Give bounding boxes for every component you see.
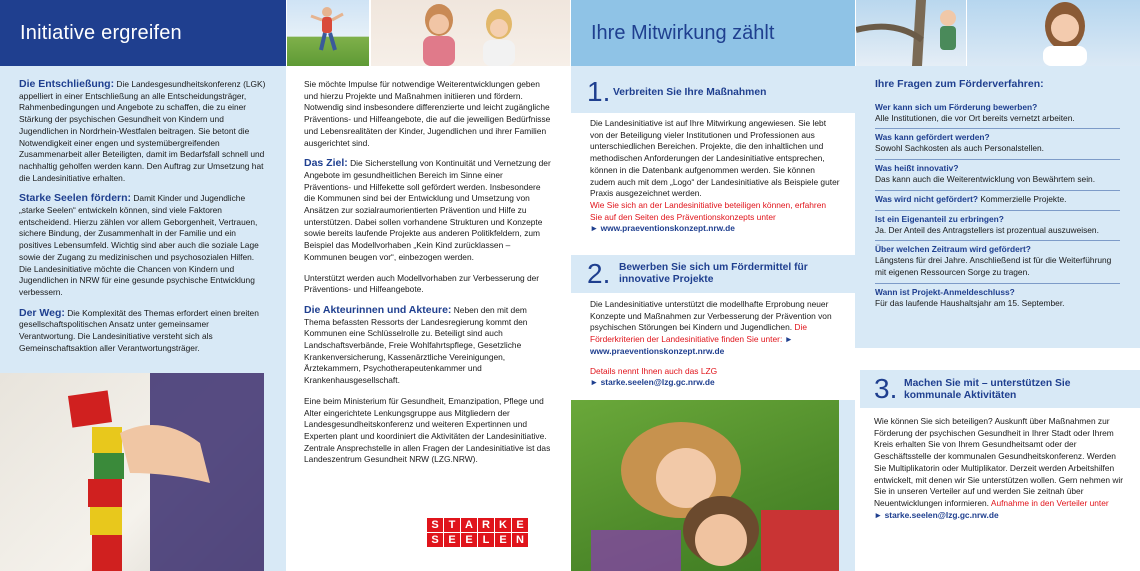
logo-letter: E: [512, 518, 528, 532]
heading-akteure: Die Akteurinnen und Akteure:: [304, 303, 452, 316]
logo-letter: L: [478, 533, 494, 547]
step1-heading: Verbreiten Sie Ihre Maßnahmen: [613, 87, 767, 98]
photo-girls-laughing: [371, 0, 570, 66]
right-header-title: Ihre Mitwirkung zählt: [591, 22, 775, 44]
step3-number: 3.: [874, 373, 898, 404]
logo-letter: E: [495, 533, 511, 547]
faq-question: Wann ist Projekt-Anmeldeschluss?: [875, 286, 1015, 297]
step3-email-link[interactable]: ► starke.seelen@lzg.gc.nrw.de: [874, 509, 999, 520]
faq-question: Was heißt innovativ?: [875, 163, 959, 174]
paragraph-akteure: [304, 305, 551, 387]
paragraph-modellvorhaben: Unterstützt werden auch Modellvorhaben zur Verbesserung der Präventions- und Hilfeangebote.: [304, 272, 540, 295]
text-weg: Die Komplexität des Themas erfordert einen breiten gesellschaftspolitischen Ansatz unter gemeinsamer Verantwortung. Die Landesinitiative versteht sich als Gemeinschaftsaktion aller Verantwortungsträger.: [19, 307, 259, 353]
step3-heading: Machen Sie mit – unterstützen Sie kommunale Aktivitäten: [904, 378, 1071, 401]
faq-question: Was wird nicht gefördert?: [875, 193, 978, 204]
logo-letter: N: [512, 533, 528, 547]
faq-answer: Kommerzielle Projekte.: [978, 193, 1067, 204]
faq-answer: Für das laufende Haushaltsjahr am 15. September.: [875, 297, 1065, 308]
paragraph-entschliessung: [19, 79, 266, 184]
left-header-band: [0, 0, 286, 66]
step1-red-note: Wie Sie sich an der Landesinitiative beteiligen können, erfahren Sie auf den Seiten des Präventionskonzepts unter: [590, 199, 827, 222]
faq-question: Über welchen Zeitraum wird gefördert?: [875, 244, 1031, 255]
heading-weg: Der Weg:: [19, 306, 65, 319]
text-starke-seelen: Damit Kinder und Jugendliche „starke Seelen“ entwickeln können, sind viele Faktoren entscheidend. Hierzu zählen vor allem Geborgenheit, Vertrauen, sichere Bindung, der Zusammenhalt in der Familie und ein positives Lebensumfeld. Wichtig sind aber auch die soziale Lage sowie der Zugang zu medizinischen und psychosozialen Hilfen. Die Landesinitiative möchte die Chancen von Kindern und Jugendlichen in NRW für eine gesunde psychische Entwicklung verbessern.: [19, 193, 259, 297]
step1-link[interactable]: ► www.praeventionskonzept.nrw.de: [590, 223, 735, 234]
step2-red-note: Die Förderkriterien der Landesinitiative finden Sie unter:: [590, 322, 807, 345]
step3-header-box: [860, 370, 1140, 408]
faq-answer: Alle Institutionen, die vor Ort bereits vernetzt arbeiten.: [875, 112, 1075, 123]
logo-letter: S: [427, 518, 443, 532]
starke-seelen-logo: [427, 518, 529, 548]
faq-question: Ist ein Eigenanteil zu erbringen?: [875, 213, 1004, 224]
logo-letter: R: [478, 518, 494, 532]
logo-row-seelen: [427, 533, 529, 547]
faq-item: [875, 284, 1120, 314]
column-spacer: [839, 400, 855, 571]
left-header-title: Initiative ergreifen: [20, 22, 182, 44]
paragraph-starke-seelen: [19, 193, 266, 298]
step1-header-box: [571, 66, 855, 113]
step3-red-note: Aufnahme in den Verteiler unter: [989, 497, 1109, 508]
photo-kids-grass: [571, 400, 839, 571]
step2-contact-note: Details nennt Ihnen auch das LZG: [590, 365, 718, 376]
text-entschliessung: Die Landesgesundheitskonferenz (LGK) appelliert in einer Entschließung an alle Entscheidungsträger, Rahmenbedingungen und Angebote zu schaffen, die zu einer Stärkung der psychischen Gesundheit von Kindern und Jugendlichen in Nordrhein-Westfalen beitragen. Sie betont die Notwendigkeit einer engen und systemübergreifenden Zusammenarbeit aller Beteiligten, damit im Bedarfsfall schnell und nachhaltig geholfen werden kann. Den Auftrag zur Umsetzung hat die Landesinitiative erhalten.: [19, 79, 266, 183]
step2-text: Die Landesinitiative unterstützt die modellhafte Erprobung neuer Konzepte und Maßnahmen zur Verbesserung der Prävention von psychischen Störungen bei Kindern und Jugendlichen.: [590, 299, 832, 333]
logo-row-starke: [427, 518, 529, 532]
step2-email-link[interactable]: ► starke.seelen@lzg.gc.nrw.de: [590, 377, 715, 388]
faq-item: [875, 211, 1120, 242]
step3-body: [874, 416, 1126, 521]
step2-body: [590, 299, 840, 389]
faq-panel: [855, 66, 1140, 348]
faq-row-inline: [875, 194, 1120, 206]
faq-question: Was kann gefördert werden?: [875, 132, 990, 143]
faq-answer: Längstens für drei Jahre. Anschließend ist für die Weiterführung mit eigenen Ressourcen Sorge zu tragen.: [875, 255, 1112, 277]
column-initiative: [0, 66, 286, 373]
column-spacer: [264, 373, 286, 571]
photo-child-tree: [856, 0, 966, 66]
logo-letter: E: [444, 533, 460, 547]
step2-heading: Bewerben Sie sich um Fördermittel für innovative Projekte: [619, 262, 808, 285]
text-akteure: Neben den mit dem Thema befassten Ressorts der Landesregierung kommt den Kommunen eine Schlüsselrolle zu. Beteiligt sind auch Landschaftsverbände, Freie Wohlfahrtspflege, Gesetzliche Krankenversicherung, Kassenärztliche Vereinigungen, Ärztekammern, Psychotherapeutenkammer und Krankenhausgesellschaft.: [304, 304, 528, 386]
step2-header-box: [571, 255, 855, 293]
logo-letter: E: [461, 533, 477, 547]
right-header-band: [571, 0, 855, 66]
step1-number: 1.: [587, 76, 611, 107]
faq-answer: Ja. Der Anteil des Antragstellers ist prozentual auszuweisen.: [875, 224, 1099, 235]
faq-answer: Sowohl Sachkosten als auch Personalstellen.: [875, 143, 1044, 154]
paragraph-weg: [19, 308, 266, 355]
step2-number: 2.: [587, 258, 611, 289]
photo-building-blocks: [0, 373, 264, 571]
faq-question: Wer kann sich um Förderung bewerben?: [875, 101, 1038, 112]
step1-text: Die Landesinitiative ist auf Ihre Mitwirkung angewiesen. Sie lebt von der Beteiligung vieler Institutionen und Professionen aus unterschiedlichen Bereichen. Projekte, die den inhaltlichen und methodischen Anforderungen der Landesinitiative entsprechen, können in die Datenbank aufgenommen werden. Sie können zudem auch mit dem „Logo“ der Landesinitiative als Beispiele guter Praxis ausgezeichnet werden.: [590, 118, 840, 199]
step1-body: [590, 118, 840, 235]
photo-smiling-girl: [967, 0, 1140, 66]
heading-starke-seelen: Starke Seelen fördern:: [19, 192, 132, 205]
faq-item: [875, 191, 1120, 211]
text-ziel: Die Sicherstellung von Kontinuität und Vernetzung der Angebote im gesundheitlichen Bereich im Sinne einer Präventions- und Hilfekette soll gefördert werden. Insbesondere die Kommunen sind bei der Entwicklung und Umsetzung von Ansätzen zur sozialraumorientierten Prävention und Hilfe zu unterstützen. Dabei sollen vorhandene Strukturen und Konzepte sowie bereits laufende Projekte aus anderen Politikfeldern, zum Beispiel das Modellvorhaben „Kein Kind zurücklassen – Kommunen beugen vor“, einbezogen werden.: [304, 158, 551, 262]
photo-child-running: [287, 0, 369, 66]
faq-item: [875, 99, 1120, 130]
step3-text: Wie können Sie sich beteiligen? Auskunft über Maßnahmen zur Förderung der psychischen Gesundheit in Ihrer Stadt oder Ihrem Kreis erhalten Sie von Ihrem Gesundheitsamt oder der Geschäftsstelle der kommunalen Gesundheitskonferenz. Werden Sie Multiplikatorin oder Multiplikator. Derzeit werden Arbeitshilfen entwickelt, mit denen wir Sie unterstützen wollen. Gern nehmen wir Sie in unseren Verteiler auf und werden Sie zeitnah über Neuentwicklungen informieren.: [874, 416, 1124, 508]
faq-answer: Das kann auch die Weiterentwicklung von Bewährtem sein.: [875, 174, 1096, 185]
faq-item: [875, 160, 1120, 191]
logo-letter: S: [427, 533, 443, 547]
heading-entschliessung: Die Entschließung:: [19, 78, 115, 90]
logo-letter: T: [444, 518, 460, 532]
logo-letter: K: [495, 518, 511, 532]
faq-item: [875, 129, 1120, 160]
heading-ziel: Das Ziel:: [304, 157, 348, 170]
logo-letter: A: [461, 518, 477, 532]
paragraph-impulse: Sie möchte Impulse für notwendige Weiterentwicklungen geben und hierzu Projekte und Maßnahmen initiieren und fördern. Notwendig sind insbesondere differenzierte und leicht zugängliche Präventions- und Hilfeangebote, die auf die jeweiligen Bedürfnisse und Lebensrealitäten der Kinder, Jugendlichen und ihrer Familien ausgerichtet sind.: [304, 79, 551, 148]
faq-item: [875, 241, 1120, 283]
column-ziel: [286, 66, 571, 571]
faq-title: Ihre Fragen zum Förderverfahren:: [875, 78, 1044, 90]
step2-link[interactable]: ► www.praeventionskonzept.nrw.de: [590, 334, 793, 356]
paragraph-lenkungsgruppe: Eine beim Ministerium für Gesundheit, Emanzipation, Pflege und Alter eingerichtete Lenkungsgruppe aus Mitgliedern der Landesgesundheitskonferenz und weiteren Expertinnen und Experten plant und koordiniert die Aktivitäten der Landesinitiative. Zentrale Ansprechstelle in allen Fragen der Landesinitiative ist das Landeszentrum Gesundheit NRW (LZG.NRW).: [304, 395, 551, 465]
paragraph-ziel: [304, 158, 551, 263]
